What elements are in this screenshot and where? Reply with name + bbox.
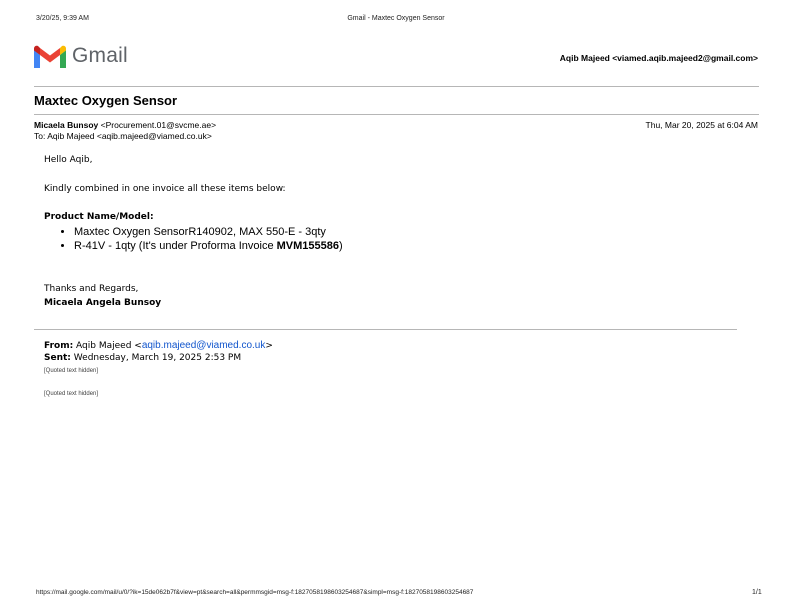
list-item [74, 239, 343, 253]
print-title: Gmail - Maxtec Oxygen Sensor [347, 15, 445, 22]
quoted-from-label: From: [44, 341, 74, 351]
quoted-text-hidden[interactable]: [Quoted text hidden] [44, 391, 99, 397]
sender-address: <Procurement.01@svcme.ae> [100, 120, 217, 130]
page-number: 1/1 [752, 589, 762, 596]
divider [34, 329, 737, 330]
quoted-from-name: Aqib Majeed < [76, 341, 142, 351]
product-heading: Product Name/Model: [44, 212, 154, 222]
account-label: Aqib Majeed <viamed.aqib.majeed2@gmail.com> [559, 53, 758, 63]
quoted-sent-value: Wednesday, March 19, 2025 2:53 PM [73, 353, 242, 363]
list-item-suffix: ) [339, 240, 343, 252]
list-item-text: Maxtec Oxygen SensorR140902, MAX 550-E - 3qty [74, 226, 326, 238]
body-line: Kindly combined in one invoice all these items below: [44, 184, 286, 194]
sender-name: Micaela Bunsoy [34, 120, 99, 130]
recipient-line [34, 131, 212, 141]
message-date: Thu, Mar 20, 2025 at 6:04 AM [645, 120, 758, 130]
print-datetime: 3/20/25, 9:39 AM [36, 15, 89, 22]
quoted-from-close: > [265, 341, 273, 351]
quoted-sent-label: Sent: [44, 353, 71, 363]
product-list [60, 225, 343, 253]
print-url: https://mail.google.com/mail/u/0/?ik=15de062b7f&view=pt&search=all&permmsgid=msg-f:1827058198603254687&simpl=msg-f:1827058198603254687 [36, 589, 474, 596]
to-label: To: [34, 131, 46, 141]
quoted-text-hidden[interactable]: [Quoted text hidden] [44, 368, 99, 374]
signature: Micaela Angela Bunsoy [44, 298, 162, 308]
divider [34, 114, 759, 115]
list-item [74, 225, 343, 239]
closing: Thanks and Regards, [44, 284, 139, 294]
quoted-from [44, 340, 273, 351]
divider [34, 86, 759, 87]
gmail-logo-icon [32, 44, 68, 70]
sender-line [34, 120, 216, 130]
quoted-sent [44, 353, 241, 363]
list-item-text: R-41V - 1qty (It's under Proforma Invoice [74, 240, 277, 252]
recipient-value: Aqib Majeed <aqib.majeed@viamed.co.uk> [47, 131, 212, 141]
email-subject: Maxtec Oxygen Sensor [34, 93, 178, 108]
greeting: Hello Aqib, [44, 155, 93, 165]
quoted-email-link[interactable]: aqib.majeed@viamed.co.uk [141, 340, 266, 351]
gmail-wordmark: Gmail [72, 44, 128, 67]
invoice-number: MVM155586 [276, 240, 339, 252]
